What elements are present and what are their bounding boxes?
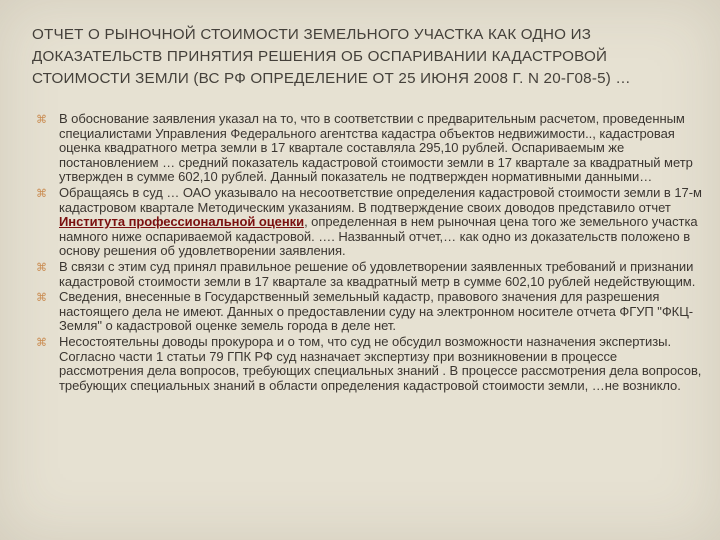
- item-text: Сведения, внесенные в Государственный земельный кадастр, правового значения для разрешения настоящего дела не имеют. Данных о предоставлении суду на электронном носителе отчета ФГУП "ФКЦ-Земля" о кадастровой оценке земель города в деле нет.: [59, 289, 694, 334]
- bullet-x-icon: ⌘: [36, 187, 47, 200]
- emphasized-link-text: Института профессиональной оценки: [59, 214, 305, 230]
- item-text: Несостоятельны доводы прокурора и о том, что суд не обсудил возможности назначения экспертизы. Согласно части 1 статьи 79 ГПК РФ суд назначает экспертизу при возникновении в процессе рассмотрения дела вопросов, требующих специальных знаний . В процессе рассмотрения дела вопросов, требующих специальных знаний в области определения кадастровой стоимости земли, …не возникло.: [59, 333, 702, 393]
- list-item: [36, 335, 702, 393]
- item-text: [59, 186, 702, 259]
- bullet-x-icon: ⌘: [36, 114, 47, 126]
- item-text: В связи с этим суд принял правильное решение об удовлетворении заявленных требований и признании кадастровой стоимости земли в 17 квартале за квадратный метр в сумме 602,10 рублей недействующим.: [59, 258, 696, 289]
- bullet-x-icon: ⌘: [36, 292, 47, 305]
- list-item: [36, 112, 702, 185]
- bullet-x-icon: ⌘: [36, 261, 47, 274]
- list-item: [36, 290, 702, 334]
- bullet-x-icon: ⌘: [36, 336, 47, 349]
- item-text: В обоснование заявления указал на то, что в соответствии с предварительным расчетом, проведенным специалистами Управления Федерального агентства кадастра объектов недвижимости.., кадастровая оценка квадратного метра земли в 17 квартале составляла 295,10 рублей. Оспариваемым же постановлением … средний показатель кадастровой стоимости земли в 17 квартале за квадратный метр утвержден в сумме 602,10 рублей. Данный показатель не подтвержден нормативными данными…: [59, 111, 693, 185]
- bullet-list: [36, 112, 702, 394]
- list-item: [36, 260, 702, 289]
- item-text-after: , определенная в нем рыночная цена того же земельного участка намного ниже оспариваемой кадастровой. …. Названный отчет,… как одно из доказательств положено в основу решения об удовлетворении заявления.: [59, 214, 698, 259]
- slide-title: ОТЧЕТ О РЫНОЧНОЙ СТОИМОСТИ ЗЕМЕЛЬНОГО УЧАСТКА КАК ОДНО ИЗ ДОКАЗАТЕЛЬСТВ ПРИНЯТИЯ РЕШЕНИЯ ОБ ОСПАРИВАНИИ КАДАСТРОВОЙ СТОИМОСТИ ЗЕМЛИ (ВС РФ ОПРЕДЕЛЕНИЕ ОТ 25 ИЮНЯ 2008 Г. N 20-Г08-5) …: [32, 26, 631, 87]
- list-item: [36, 186, 702, 259]
- item-text-before: Обращаясь в суд … ОАО указывало на несоответствие определения кадастровой стоимости земли в 17-м кадастровом квартале Методическим указаниям. В подтверждение своих доводов представило отчет: [59, 184, 702, 215]
